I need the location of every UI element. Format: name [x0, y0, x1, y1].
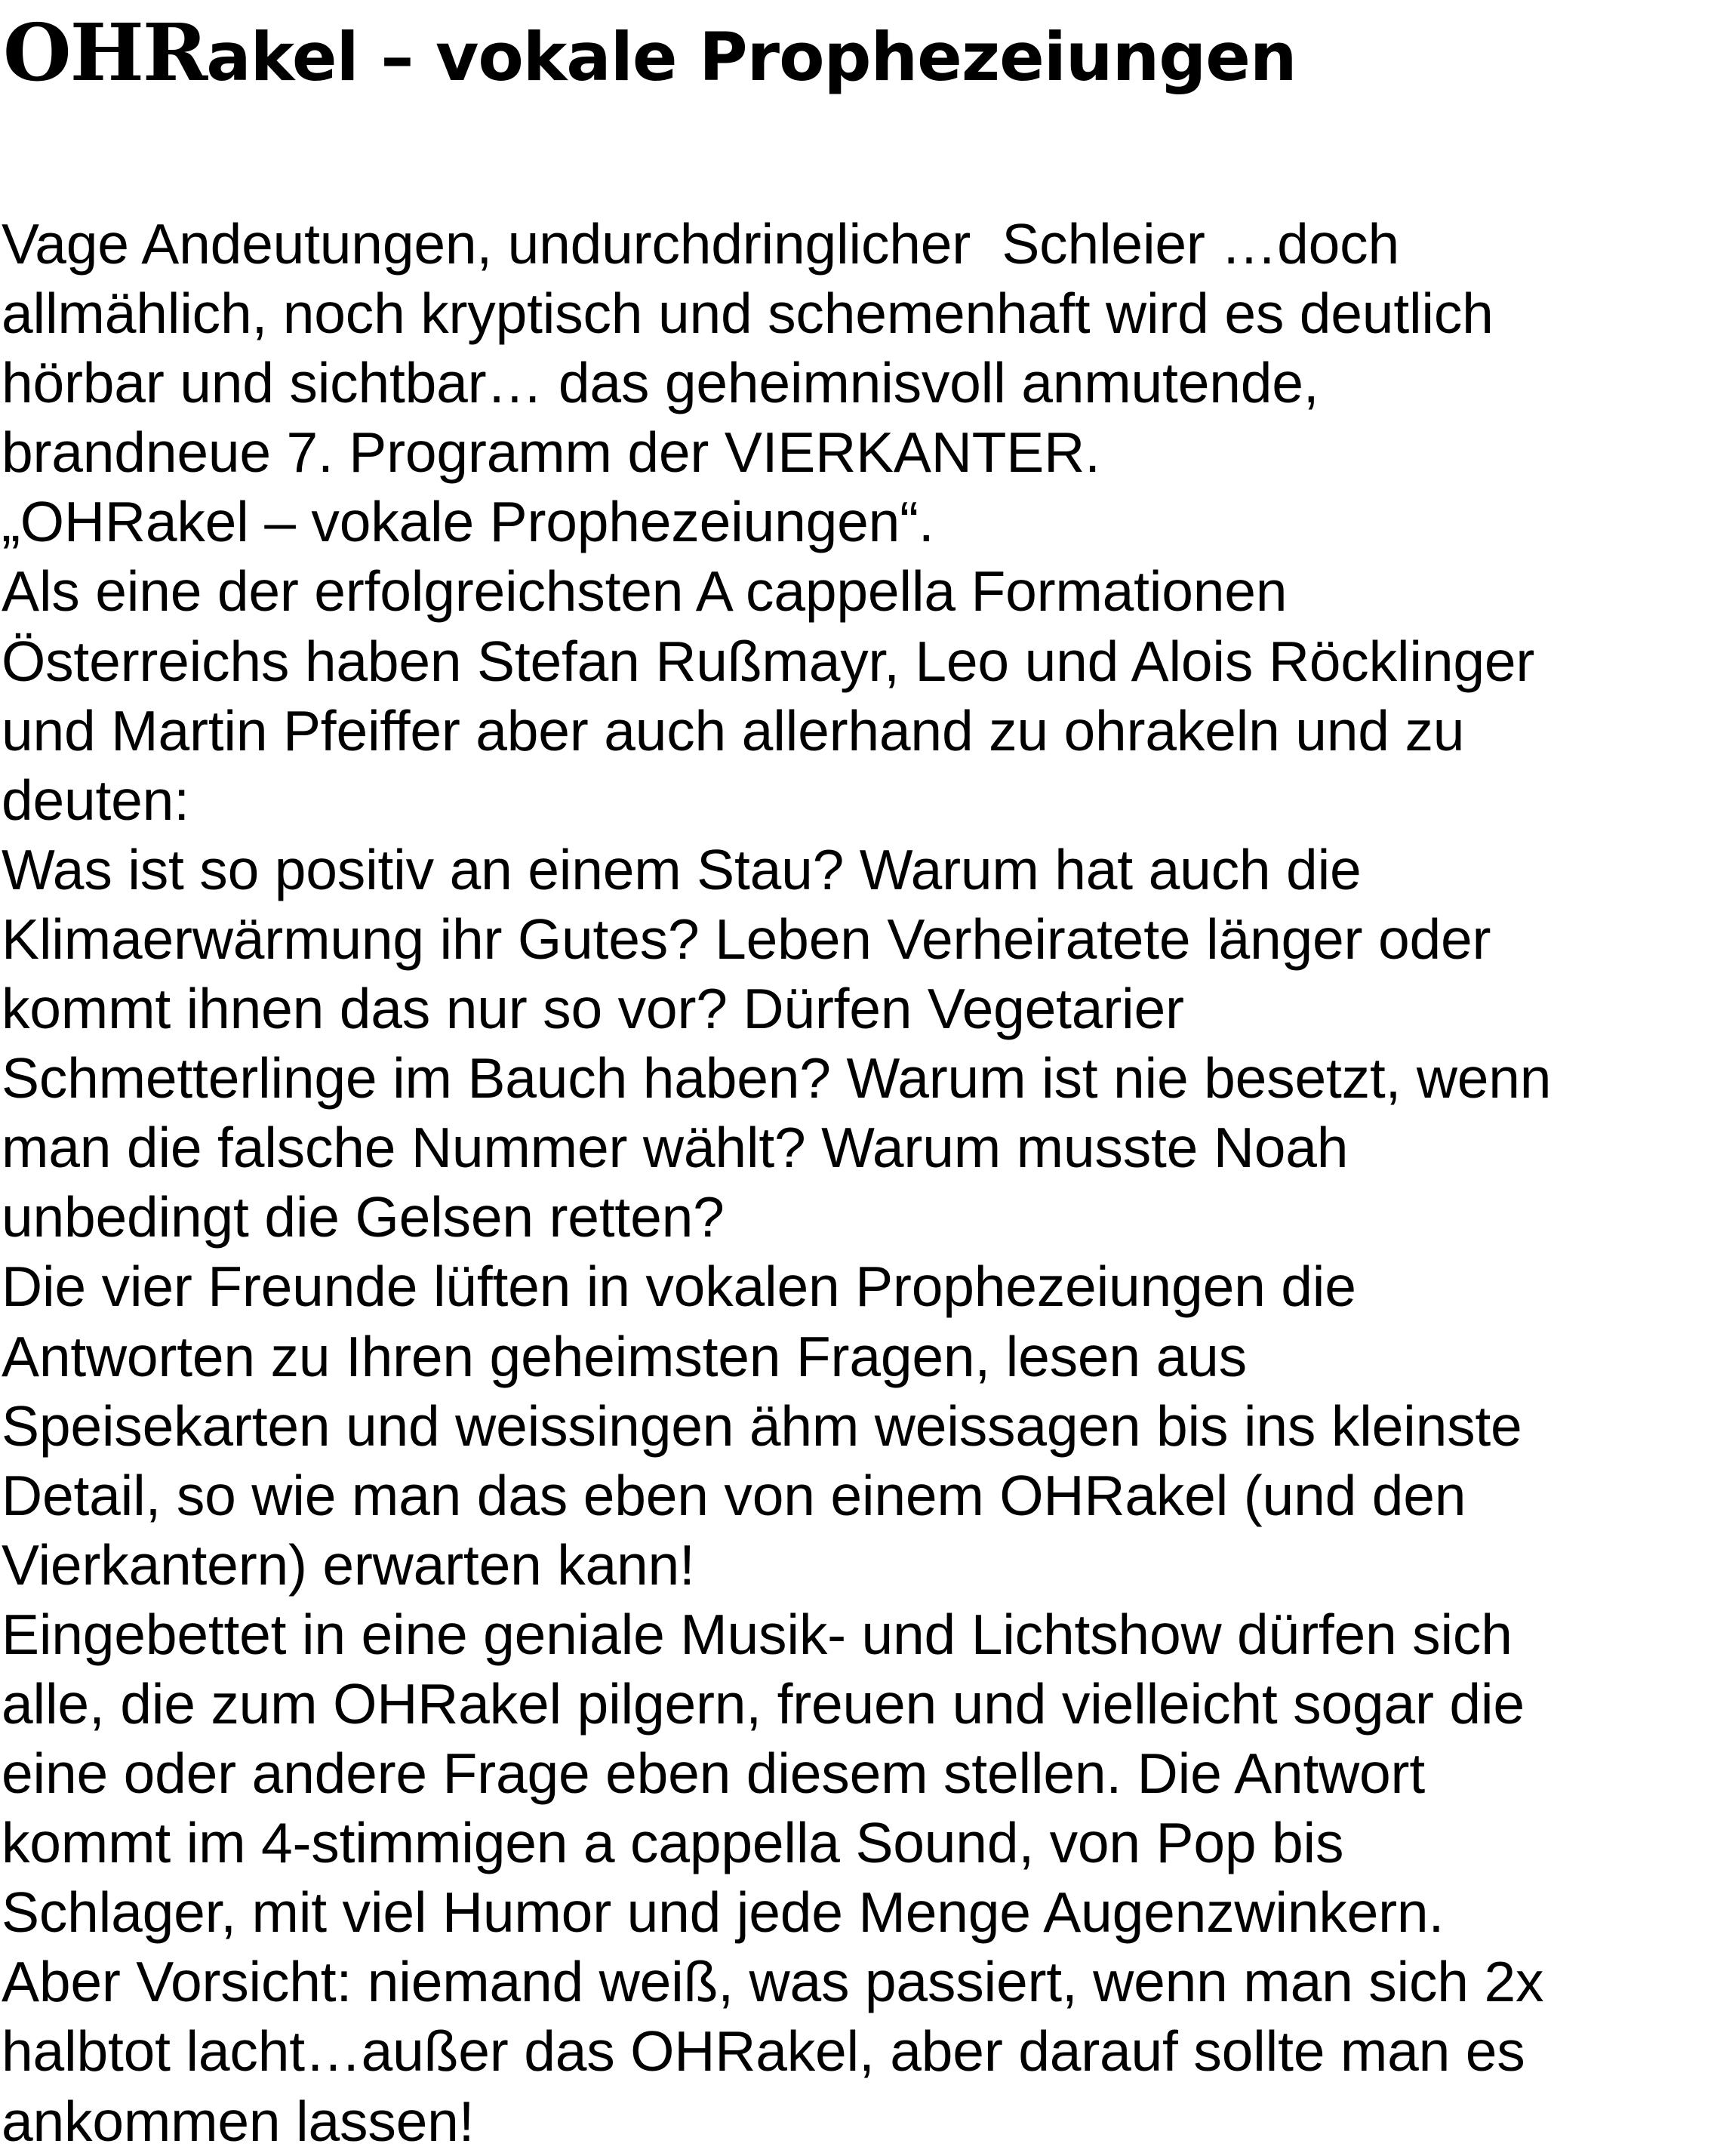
body-line: Als eine der erfolgreichsten A cappella Formationen — [2, 559, 1288, 624]
body-line: hörbar und sichtbar… das geheimnisvoll anmutende, — [2, 351, 1319, 415]
body-line: Detail, so wie man das eben von einem OHRakel (und den — [2, 1463, 1466, 1527]
body-line: Speisekarten und weissingen ähm weissagen bis ins kleinste — [2, 1394, 1522, 1458]
body-line: brandneue 7. Programm der VIERKANTER. — [2, 420, 1100, 485]
body-line: Schlager, mit viel Humor und jede Menge Augenzwinkern. — [2, 1880, 1445, 1945]
body-text — [2, 209, 1709, 2156]
body-line: man die falsche Nummer wählt? Warum musste Noah — [2, 1116, 1349, 1180]
body-line: allmählich, noch kryptisch und schemenhaft wird es deutlich — [2, 282, 1494, 346]
body-line: eine oder andere Frage eben diesem stellen. Die Antwort — [2, 1742, 1425, 1806]
title-rest: akel – vokale Prophezeiungen — [206, 18, 1297, 96]
body-line: Klimaerwärmung ihr Gutes? Leben Verheiratete länger oder — [2, 907, 1491, 971]
body-line: halbtot lacht…außer das OHRakel, aber darauf sollte man es — [2, 2019, 1525, 2084]
body-line: alle, die zum OHRakel pilgern, freuen und vielleicht sogar die — [2, 1671, 1525, 1736]
body-line: Schmetterlinge im Bauch haben? Warum ist nie besetzt, wenn — [2, 1046, 1552, 1110]
body-line: kommt ihnen das nur so vor? Dürfen Vegetarier — [2, 977, 1184, 1041]
body-line: und Martin Pfeiffer aber auch allerhand zu ohrakeln und zu — [2, 698, 1465, 762]
body-line: Österreichs haben Stefan Rußmayr, Leo und Alois Röcklinger — [2, 629, 1535, 693]
body-line: Die vier Freunde lüften in vokalen Prophezeiungen die — [2, 1255, 1356, 1319]
body-line: Antworten zu Ihren geheimsten Fragen, lesen aus — [2, 1324, 1247, 1388]
body-line: „OHRakel – vokale Prophezeiungen“. — [2, 490, 934, 554]
body-line: Aber Vorsicht: niemand weiß, was passiert, wenn man sich 2x — [2, 1950, 1544, 2014]
body-line: kommt im 4-stimmigen a cappella Sound, von Pop bis — [2, 1811, 1344, 1875]
body-line: unbedingt die Gelsen retten? — [2, 1185, 725, 1249]
body-line: deuten: — [2, 768, 189, 832]
document-title — [3, 0, 1297, 110]
body-line: Vage Andeutungen, undurchdringlicher Schleier …doch — [2, 212, 1399, 276]
body-line: Eingebettet in eine geniale Musik- und Lichtshow dürfen sich — [2, 1602, 1513, 1666]
body-line: ankommen lassen! — [2, 2089, 475, 2153]
body-line: Was ist so positiv an einem Stau? Warum hat auch die — [2, 837, 1362, 901]
body-line: Vierkantern) erwarten kann! — [2, 1532, 695, 1597]
title-initial: OHR — [3, 6, 207, 99]
